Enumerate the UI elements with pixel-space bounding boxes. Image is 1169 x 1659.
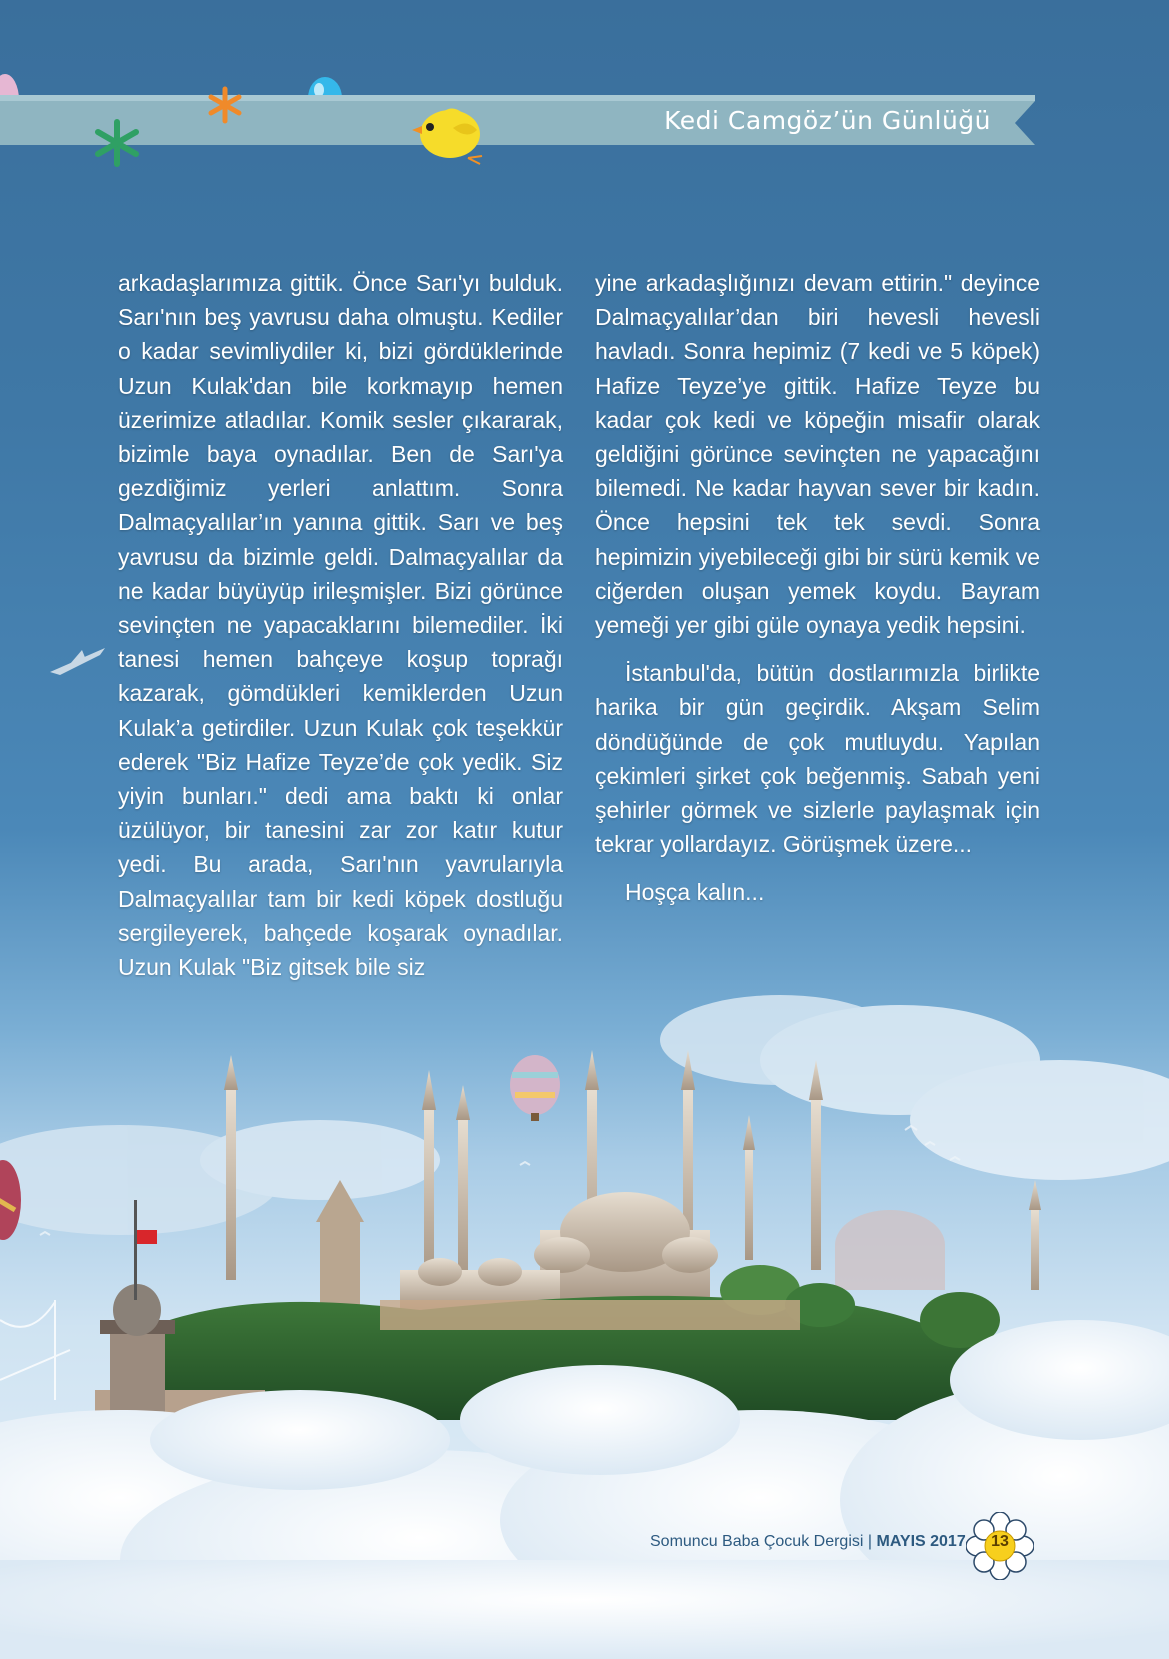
far-dome — [835, 1210, 945, 1290]
closing-line: Hoşça kalın... — [625, 879, 765, 906]
issue-date: MAYIS 2017 — [876, 1533, 966, 1550]
magazine-name: Somuncu Baba Çocuk Dergisi — [650, 1533, 864, 1550]
right-column — [595, 266, 1040, 910]
green-asterisk-icon — [92, 118, 142, 168]
body-paragraph: yine arkadaşlığınızı devam ettirin." deyince Dalmaçyalılar’dan biri hevesli hevesli havladı. Sonra hepimiz (7 kedi ve 5 köpek) Hafize Teyze’ye gittik. Hafize Teyze bu kadar çok kedi ve köpeğin misafir olarak geldiğini görünce sevinçten ne yapacağını bilemedi. Ne kadar hayvan sever bir kadın. Önce hepsini tek tek sevdi. Sonra hepimizin yiyebileceği gibi bir sürü kemik ve ciğerden oluşan yemek koydu. Bayram yemeği yer gibi güle oynaya yedik hepsini. — [595, 270, 1040, 639]
body-paragraph: arkadaşlarımıza gittik. Önce Sarı'yı bulduk. Sarı'nın beş yavrusu daha olmuştu. Kediler o kadar sevimliydiler ki, bizi gördüklerinde Uzun Kulak'dan bile korkmayıp hemen üzerimize atladılar. Komik sesler çıkararak, bizimle baya oynadılar. Ben de Sarı'ya gezdiğimiz yerleri anlattım. Sonra Dalmaçyalılar’ın yanına gittik. Sarı ve beş yavrusu da bizimle geldi. Dalmaçyalılar da ne kadar büyüyüp irileşmişler. Bizi görünce sevinçten ne yapacaklarını bilemediler. İki tanesi hemen bahçeye koşup toprağı kazarak, gömdükleri kemiklerden Uzun Kulak’a getirdiler. Uzun Kulak çok teşekkür ederek "Biz Hafize Teyze’de çok yedik. Siz yiyin bunları." dedi ama baktı ki onlar üzülüyor, bir tanesini zar zor katır kutur yedi. Bu arada, Sarı'nın yavrularıyla Dalmaçyalılar tam bir kedi köpek dostluğu sergileyerek, bahçede koşarak oynadılar. Uzun Kulak "Biz gitsek bile siz — [118, 270, 563, 981]
yellow-bird-icon — [408, 100, 494, 166]
footer-separator: | — [863, 1533, 877, 1550]
body-paragraph: İstanbul'da, bütün dostlarımızla birlikte harika bir gün geçirdik. Akşam Selim döndüğünde de çok mutluydu. Yapılan çekimleri şirket çok beğenmiş. Sabah yeni şehirler görmek ve sizlerle paylaşmak için tekrar yollardayız. Görüşmek üzere... — [595, 660, 1040, 858]
orange-asterisk-icon — [205, 85, 245, 125]
left-column — [118, 266, 563, 984]
far-clouds — [0, 995, 1169, 1235]
page-number: 13 — [991, 1533, 1009, 1550]
footer-credit — [650, 1533, 966, 1551]
mosque — [400, 1192, 718, 1310]
hot-air-balloon — [510, 1055, 560, 1121]
airplane — [50, 648, 105, 675]
bridge — [0, 1300, 70, 1400]
page-title: Kedi Camgöz’ün Günlüğü — [664, 106, 991, 135]
